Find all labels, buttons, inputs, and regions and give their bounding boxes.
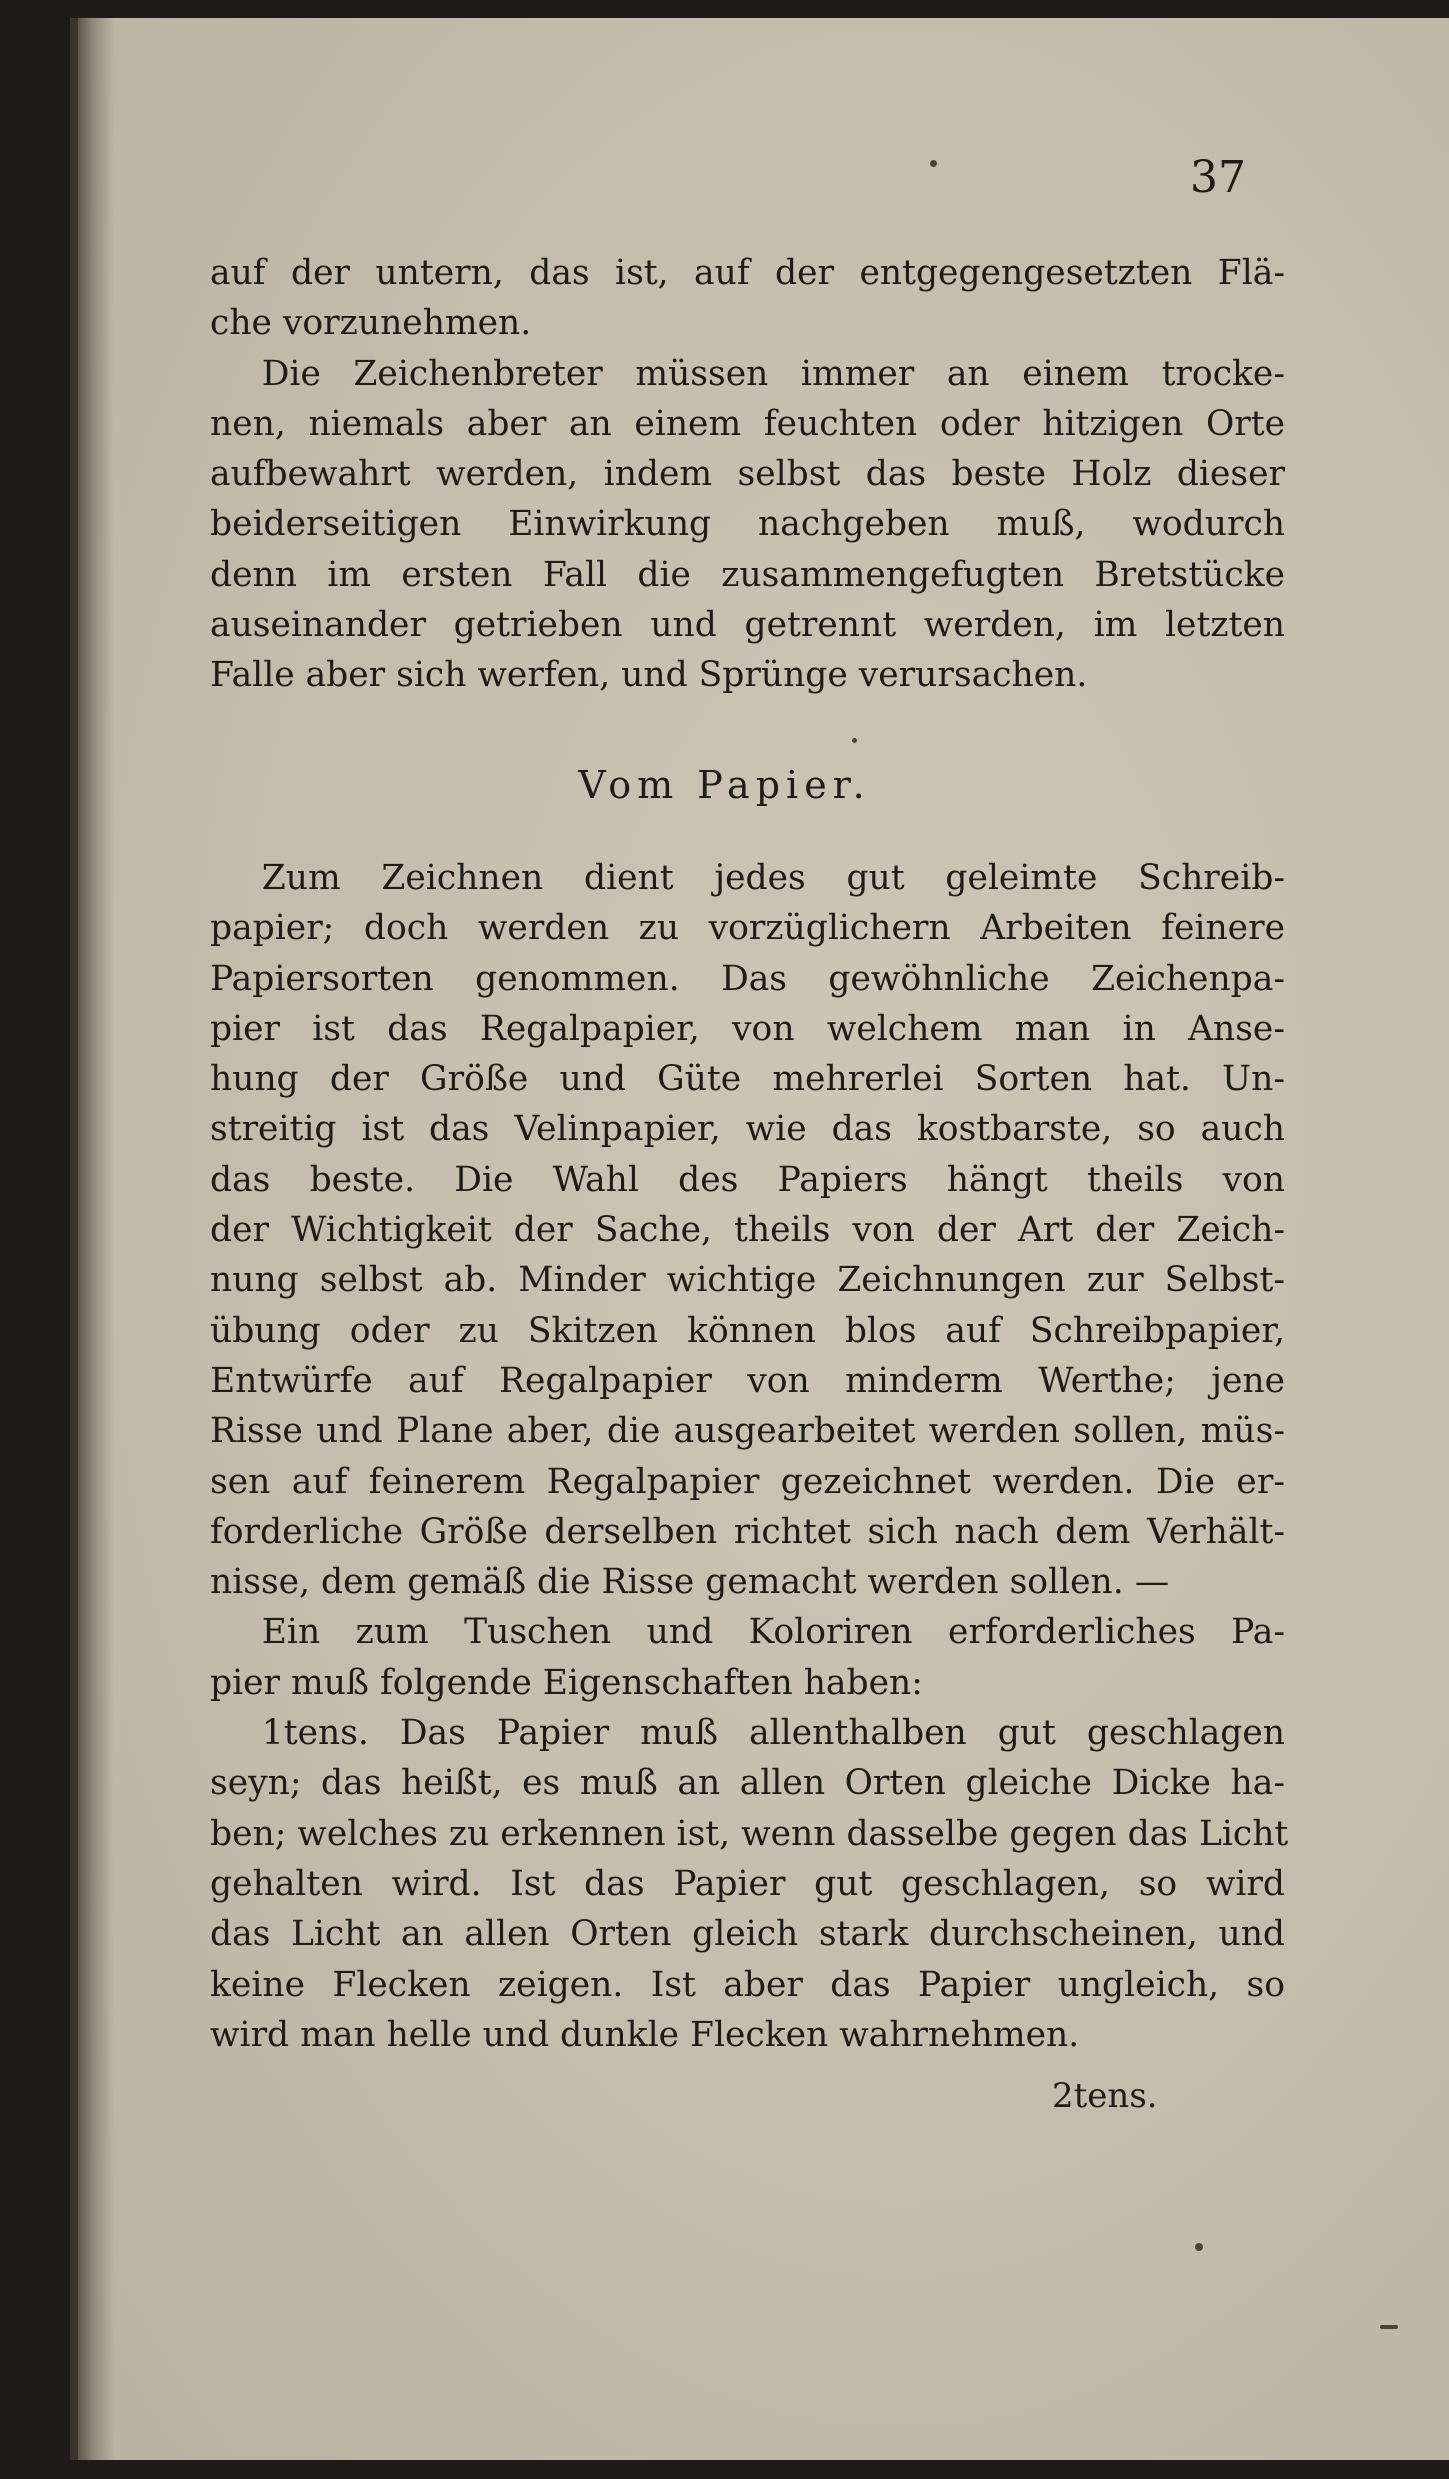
text-line: sen auf feinerem Regalpapier gezeichnet werden. Die er- [210, 1461, 1285, 1502]
text-line: der Wichtigkeit der Sache, theils von der Art der Zeich- [210, 1210, 1285, 1251]
paper-speck [1195, 2243, 1203, 2251]
text-line: Ein zum Tuschen und Koloriren erforderliches Pa- [210, 1612, 1285, 1653]
text-line: pier muß folgende Eigenschaften haben: [210, 1662, 923, 1703]
text-line: che vorzunehmen. [210, 303, 532, 344]
text-line: ben; welches zu erkennen ist, wenn dasselbe gegen das Licht [210, 1813, 1289, 1854]
paper-speck [852, 738, 857, 743]
text-line: gehalten wird. Ist das Papier gut geschlagen, so wird [210, 1863, 1285, 1904]
text-line: papier; doch werden zu vorzüglichern Arbeiten feinere [210, 908, 1285, 949]
text-line: Die Zeichenbreter müssen immer an einem trocke- [210, 353, 1285, 394]
text-line: Zum Zeichnen dient jedes gut geleimte Schreib- [210, 858, 1285, 898]
text-line: auseinander getrieben und getrennt werden, im letzten [210, 605, 1285, 646]
text-line: wird man helle und dunkle Flecken wahrnehmen. [210, 2014, 1080, 2055]
section-1-text [210, 248, 1285, 701]
paper-speck [930, 160, 937, 167]
text-line: nung selbst ab. Minder wichtige Zeichnungen zur Selbst- [210, 1260, 1285, 1301]
text-line: auf der untern, das ist, auf der entgegengesetzten Flä- [210, 253, 1285, 293]
text-line: seyn; das heißt, es muß an allen Orten gleiche Dicke ha- [210, 1763, 1285, 1804]
text-line: 1tens. Das Papier muß allenthalben gut geschlagen [210, 1713, 1285, 1754]
text-line: das beste. Die Wahl des Papiers hängt theils von [210, 1159, 1285, 1200]
text-line: pier ist das Regalpapier, von welchem man in Anse- [210, 1008, 1285, 1049]
text-line: hung der Größe und Güte mehrerlei Sorten hat. Un- [210, 1059, 1285, 1100]
text-line: nisse, dem gemäß die Risse gemacht werden sollen. — [210, 1562, 1170, 1603]
text-line: Risse und Plane aber, die ausgearbeitet werden sollen, müs- [210, 1411, 1285, 1452]
text-line: Entwürfe auf Regalpapier von minderm Werthe; jene [210, 1360, 1285, 1401]
text-line: denn im ersten Fall die zusammengefugten Bretstücke [210, 554, 1285, 595]
section-heading: Vom Papier. [578, 763, 871, 807]
page-number: 37 [1190, 152, 1246, 203]
text-line: nen, niemals aber an einem feuchten oder hitzigen Orte [210, 403, 1285, 444]
binding-edge [70, 18, 78, 2460]
section-2-text [210, 853, 1289, 2060]
text-line: forderliche Größe derselben richtet sich nach dem Verhält- [210, 1511, 1285, 1552]
text-line: aufbewahrt werden, indem selbst das beste Holz dieser [210, 454, 1285, 495]
text-line: streitig ist das Velinpapier, wie das kostbarste, so auch [210, 1109, 1285, 1150]
paper-speck [1380, 2325, 1398, 2329]
text-line: keine Flecken zeigen. Ist aber das Papier ungleich, so [210, 1964, 1285, 2005]
text-line: Falle aber sich werfen, und Sprünge verursachen. [210, 655, 1088, 696]
gutter-shadow [78, 18, 114, 2460]
text-line: Papiersorten genommen. Das gewöhnliche Zeichenpa- [210, 958, 1285, 999]
text-line: beiderseitigen Einwirkung nachgeben muß, wodurch [210, 504, 1285, 545]
catchword: 2tens. [1052, 2076, 1158, 2116]
text-line: das Licht an allen Orten gleich stark durchscheinen, und [210, 1914, 1285, 1955]
text-line: übung oder zu Skitzen können blos auf Schreibpapier, [210, 1310, 1285, 1351]
